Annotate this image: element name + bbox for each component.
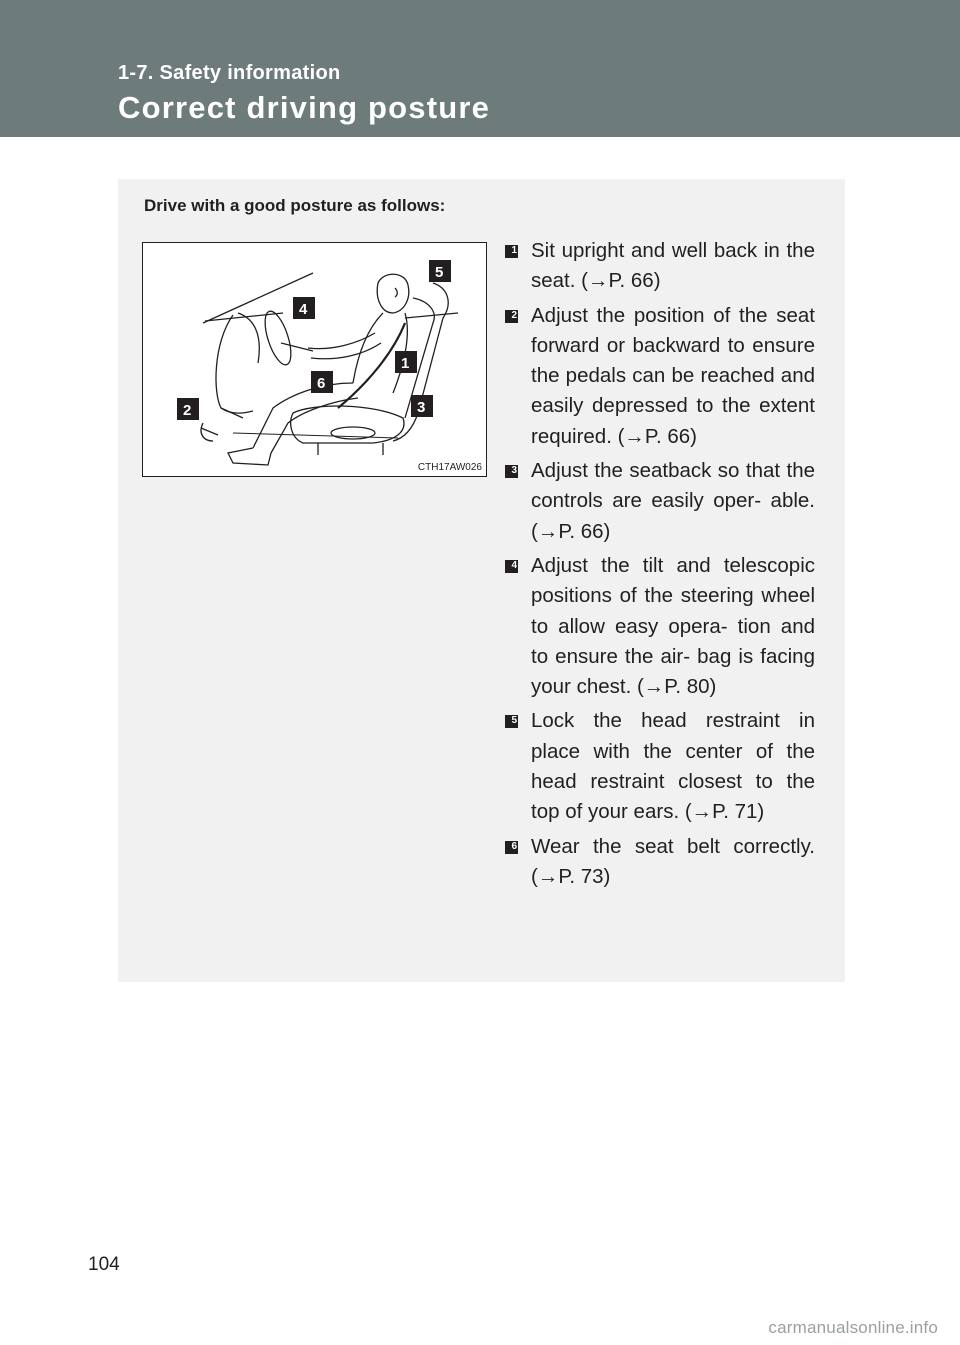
svg-text:4: 4: [299, 301, 308, 318]
step-text: Lock the head restraint in place with the center of the head restraint closest to the top of your ears. (→P. 71): [531, 709, 815, 824]
svg-text:2: 2: [183, 402, 192, 419]
svg-text:5: 5: [435, 264, 444, 281]
page-header: [0, 0, 960, 137]
callout-6: [311, 371, 333, 393]
svg-text:3: 3: [417, 399, 426, 416]
step-number-badge: 6: [505, 841, 518, 854]
svg-text:6: 6: [317, 375, 326, 392]
step-number-badge: 3: [505, 465, 518, 478]
section-label: 1-7. Safety information: [118, 62, 341, 84]
step-text: Wear the seat belt correctly. (→P. 73): [531, 834, 815, 888]
step-number-badge: 1: [505, 245, 518, 258]
callout-1: [395, 351, 417, 373]
step-number-badge: 5: [505, 715, 518, 728]
step-text: Adjust the position of the seat forward or backward to ensure the pedals can be reached and easily depressed to the extent required. (→P. 66): [531, 303, 815, 448]
list-item: [505, 301, 815, 452]
figure-code: CTH17AW026: [417, 462, 482, 473]
list-item: [505, 832, 815, 893]
page-title: Correct driving posture: [118, 90, 491, 125]
svg-text:1: 1: [401, 355, 410, 372]
step-number-badge: 4: [505, 560, 518, 573]
callout-3: [411, 395, 433, 417]
posture-steps-list: [505, 236, 815, 896]
step-text: Adjust the seatback so that the controls are easily oper- able. (→P. 66): [531, 459, 815, 543]
list-item: [505, 456, 815, 547]
watermark: carmanualsonline.info: [768, 1318, 938, 1337]
page-number: 104: [88, 1254, 120, 1275]
posture-drawing: [143, 243, 486, 476]
callout-5: [429, 260, 451, 282]
step-text: Adjust the tilt and telescopic positions of the steering wheel to allow easy opera- tion and to ensure the air- bag is facing your chest. (→P. 80): [531, 553, 815, 699]
callout-2: [177, 398, 199, 420]
callout-4: [293, 297, 315, 319]
driving-posture-illustration: [142, 242, 487, 477]
list-item: [505, 236, 815, 297]
list-item: [505, 706, 815, 827]
step-text: Sit upright and well back in the seat. (→P. 66): [531, 239, 815, 293]
step-number-badge: 2: [505, 310, 518, 323]
list-item: [505, 551, 815, 702]
intro-text: Drive with a good posture as follows:: [144, 196, 446, 215]
